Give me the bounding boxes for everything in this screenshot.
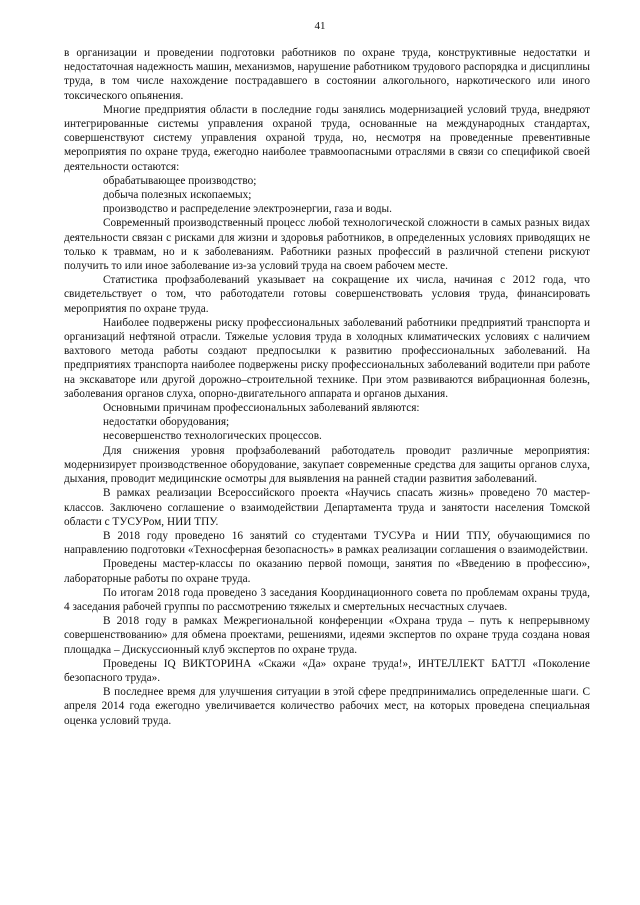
list-item: обрабатывающее производство; (103, 174, 257, 187)
paragraph: в организации и проведении подготовки работников по охране труда, конструктивные недостатки и недостаточная надежность машин, механизмов, нарушение работником трудового распорядка и дисциплины труда, в том числе нахождение пострадавшего в состоянии алкогольного, наркотического или иного токсического опьянения. (64, 47, 590, 102)
paragraph: Статистика профзаболеваний указывает на сокращение их числа, начиная с 2012 года, что свидетельствует о том, что работодатели готовы совершенствовать условия труда, финансировать мероприятия по охране труда. (64, 274, 590, 315)
paragraph: Проведены IQ ВИКТОРИНА «Скажи «Да» охране труда!», ИНТЕЛЛЕКТ БАТТЛ «Поколение безопасного труда». (64, 657, 590, 684)
list-item: недостатки оборудования; (103, 416, 230, 429)
list-item: добыча полезных ископаемых; (103, 189, 252, 202)
paragraph: В рамках реализации Всероссийского проекта «Научись спасать жизнь» проведено 70 мастер-классов. Заключено соглашение о взаимодействии Департамента труда и занятости населения Томской области с ТУСУРом, НИИ ТПУ. (64, 487, 590, 528)
paragraph: Современный производственный процесс любой технологической сложности в самых разных видах деятельности связан с рисками для жизни и здоровья работников, в определенных условиях приводящих не только к травмам, но и к заболеваниям. Работники разных профессий в различной степени рискуют получить то или иное заболевание из-за условий труда на своем рабочем месте. (64, 217, 590, 273)
paragraph: В последнее время для улучшения ситуации в этой сфере предпринимались определенные шаги. С апреля 2014 года ежегодно увеличивается количество рабочих мест, на которых проведена специальная оценка условий труда. (64, 686, 590, 727)
paragraph: В 2018 году проведено 16 занятий со студентами ТУСУРа и НИИ ТПУ, обучающимися по направлению подготовки «Техносферная безопасность» в рамках реализации соглашения о взаимодействии. (64, 529, 590, 557)
paragraph: По итогам 2018 года проведено 3 заседания Координационного совета по проблемам охраны труда, 4 заседания рабочей группы по рассмотрению тяжелых и смертельных несчастных случаев. (64, 586, 590, 613)
paragraph: В 2018 году в рамках Межрегиональной конференции «Охрана труда – путь к непрерывному совершенствованию» для обмена проектами, решениями, идеями экспертов по охране труда создана новая площадка – Дискуссионный клуб экспертов по охране труда. (64, 615, 590, 656)
page-body (64, 46, 590, 728)
list-item: несовершенство технологических процессов. (103, 430, 322, 443)
paragraph: Многие предприятия области в последние годы занялись модернизацией условий труда, внедряют интегрированные системы управления охраной труда, основанные на международных стандартах, совершенствуют систему управления охраной труда, но, несмотря на проведенные превентивные мероприятия по охране труда, ежегодно наиболее травмоопасными отраслями в связи со спецификой своей деятельности остаются: (64, 103, 590, 173)
page-number: 41 (314, 20, 326, 32)
paragraph: Для снижения уровня профзаболеваний работодатель проводит различные мероприятия: модернизирует производственное оборудование, закупает современные средства для защиты органов слуха, дыхания, проводит медицинские осмотры для выявления на ранней стадии развития заболеваний. (64, 444, 590, 486)
paragraph: Проведены мастер-классы по оказанию первой помощи, занятия по «Введению в профессию», лабораторные работы по охране труда. (64, 558, 590, 585)
paragraph: Основными причинам профессиональных заболеваний являются: (103, 402, 420, 415)
list-item: производство и распределение электроэнергии, газа и воды. (103, 203, 392, 216)
paragraph: Наиболее подвержены риску профессиональных заболеваний работники предприятий транспорта и организаций нефтяной отрасли. Тяжелые условия труда в холодных климатических условиях с наличием вахтового метода работы создают предпосылки к развитию профессиональных заболеваний. На предприятиях транспорта наиболее подвержены риску профессиональных заболеваний водители при работе на экскаваторе или другой дорожно–строительной технике. При этом развиваются вибрационная болезнь, заболевания органов слуха, опорно-двигательного аппарата и органов дыхания. (64, 316, 590, 400)
